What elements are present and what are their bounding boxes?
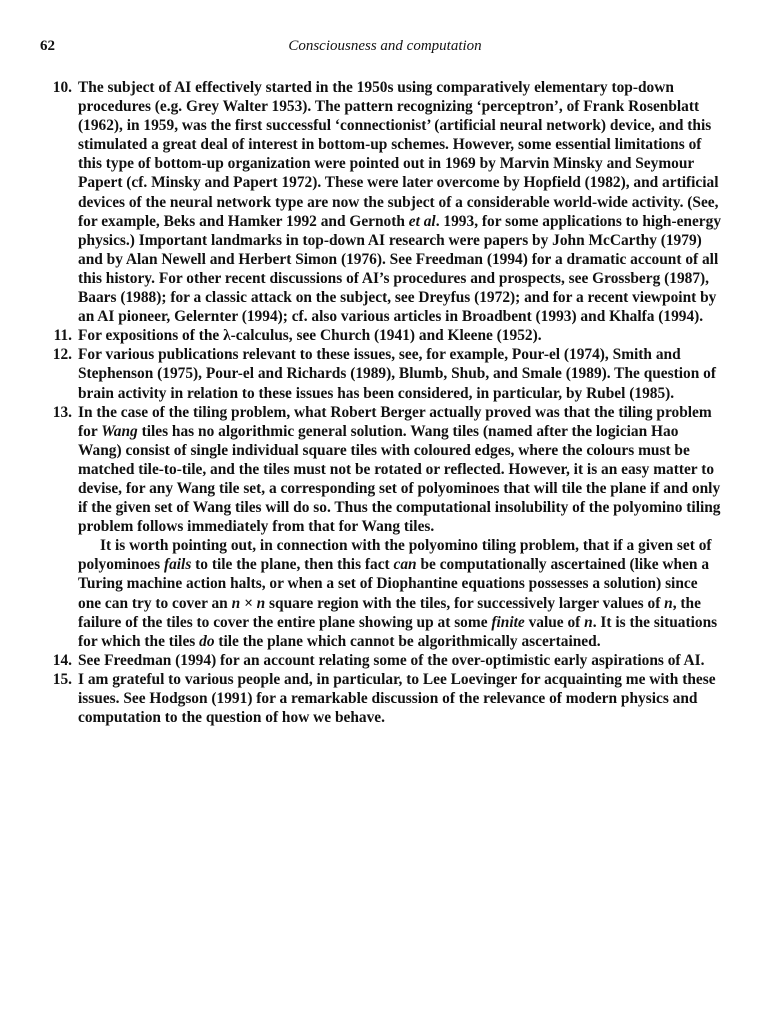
endnote-item xyxy=(44,326,724,345)
endnote-paragraph xyxy=(78,345,724,402)
running-title: Consciousness and computation xyxy=(288,38,482,54)
endnote-number: 15. xyxy=(52,670,72,688)
endnotes-list xyxy=(44,78,724,727)
italic-text: fails xyxy=(163,556,192,574)
body-text: It is worth pointing out, in connection with the polyomino tiling problem, that if a given set of polyominoes xyxy=(78,537,712,574)
endnote-number: 14. xyxy=(52,651,72,669)
body-text: square region with the tiles, for successively larger values of xyxy=(265,594,665,612)
italic-text: finite xyxy=(491,613,525,631)
body-text: For expositions of the λ-calculus, see Church (1941) and Kleene (1952). xyxy=(78,327,542,345)
italic-text: n xyxy=(584,613,593,631)
endnote-paragraph xyxy=(78,651,724,670)
italic-text: do xyxy=(199,632,215,650)
endnote-number: 11. xyxy=(53,327,72,345)
page-number: 62 xyxy=(40,38,55,54)
body-text: I am grateful to various people and, in particular, to Lee Loevinger for acquainting me with these issues. See Hodgson (1991) for a remarkable discussion of the relevance of modern physics and computation to the question of how we behave. xyxy=(78,670,716,727)
body-text: In the case of the tiling problem, what Robert Berger actually proved was that the tiling problem for xyxy=(78,403,712,440)
endnote-item xyxy=(44,345,724,402)
body-text: The subject of AI effectively started in the 1950s using comparatively elementary top-down procedures (e.g. Grey Walter 1953). The pattern recognizing ‘perceptron’, of Frank Rosenblatt (1962), in 1959, was the first successful ‘connectionist’ (artificial neural network) device, and this stimulated a great deal of interest in bottom-up schemes. However, some essential limitations of this type of bottom-up organization were pointed out in 1969 by Marvin Minsky and Seymour Papert (cf. Minsky and Papert 1972). These were later overcome by Hopfield (1982), and artificial devices of the neural network type are now the subject of a considerable world-wide activity. (See, for example, Beks and Hamker 1992 and Gernoth xyxy=(78,79,719,230)
italic-text: n × n xyxy=(231,594,266,612)
body-text: For various publications relevant to these issues, see, for example, Pour-el (1974), Smith and Stephenson (1975), Pour-el and Richards (1989), Blumb, Shub, and Smale (1989). The question of brain activity in relation to these issues has been considered, in particular, by Rubel (1985). xyxy=(78,346,716,402)
endnote-paragraph xyxy=(78,670,724,727)
page-header xyxy=(40,38,730,62)
endnote-item xyxy=(44,78,724,326)
body-text: . 1993, for some applications to high-energy physics.) Important landmarks in top-down AI research were papers by John McCarthy (1979) and by Alan Newell and Herbert Simon (1976). See Freedman (1994) for a dramatic account of all this history. For other recent discussions of AI’s procedures and prospects, see Grossberg (1987), Baars (1988); for a classic attack on the subject, see Dreyfus (1972); and for a recent viewpoint by an AI pioneer, Gelernter (1994); cf. also various articles in Broadbent (1993) and Khalfa (1994). xyxy=(78,212,722,326)
body-text: tiles has no algorithmic general solution. Wang tiles (named after the logician Hao Wang) consist of single individual square tiles with coloured edges, where the colours must be matched tile-to-tile, and the tiles must not be rotated or reflected. However, it is an easy matter to devise, for any Wang tile set, a corresponding set of polyominoes that will tile the plane if and only if the given set of Wang tiles will do so. Thus the computational insolubility of the polyomino tiling problem follows immediately from that for Wang tiles. xyxy=(78,422,721,536)
endnote-paragraph xyxy=(78,536,724,651)
italic-text: et al xyxy=(408,212,436,230)
endnote-number: 10. xyxy=(52,79,72,96)
italic-text: can xyxy=(393,556,417,574)
body-text: . It is the situations for which the tiles xyxy=(78,613,718,650)
endnote-paragraph xyxy=(78,403,724,537)
body-text: be computationally ascertained (like when a Turing machine action halts, or when a set of Diophantine equations possesses a solution) since one can try to cover an xyxy=(78,556,710,612)
body-text: to tile the plane, then this fact xyxy=(191,556,394,574)
body-text: tile the plane which cannot be algorithmically ascertained. xyxy=(214,632,601,650)
body-text: value of xyxy=(524,613,585,631)
endnote-paragraph xyxy=(78,78,724,326)
endnote-number: 12. xyxy=(52,346,72,364)
body-text: See Freedman (1994) for an account relating some of the over-optimistic early aspirations of AI. xyxy=(78,651,705,669)
endnote-item xyxy=(44,651,724,670)
italic-text: n xyxy=(664,594,673,612)
endnote-item xyxy=(44,403,724,651)
endnote-item xyxy=(44,670,724,727)
endnote-number: 13. xyxy=(52,403,72,421)
body-text: , the failure of the tiles to cover the entire plane showing up at some xyxy=(78,594,701,631)
endnote-paragraph xyxy=(78,326,724,345)
italic-text: Wang xyxy=(101,422,138,440)
